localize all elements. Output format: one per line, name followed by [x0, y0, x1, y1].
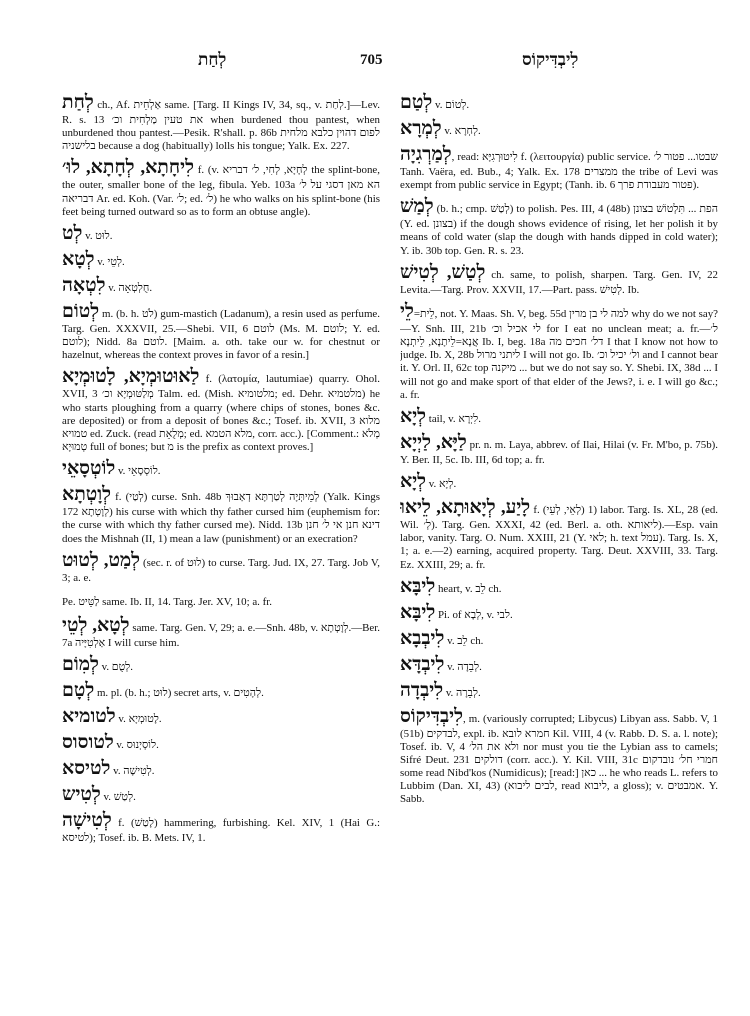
entry-headword: לַאוּטוּמְיָא, לָטוּמְיָא — [62, 366, 200, 388]
dictionary-entry — [400, 680, 718, 702]
entry-headword: לִטְאָה — [62, 274, 106, 296]
entry-definition: heart, v. לֵב ch. — [435, 582, 502, 595]
dictionary-entry — [400, 301, 718, 402]
entry-headword: לִיבְדָּא — [400, 653, 445, 675]
entry-headword: לְמִוֹם — [62, 653, 99, 675]
entry-headword: לִיבְדָה — [400, 679, 444, 701]
dictionary-entry — [62, 550, 380, 585]
dictionary-entry — [62, 784, 380, 806]
entry-headword: לטומיא — [62, 705, 116, 727]
entry-definition: v. לוּט. — [82, 229, 113, 242]
entry-definition: m. pl. (b. h.; לוּט) secret arts, v. לְהָטִים. — [94, 686, 264, 699]
dictionary-entry — [400, 654, 718, 676]
entry-definition: , m. (variously corrupted; Libycus) Libyan ass. Sabb. V, 1 (51b) לבדקים, expl. ib. חמרא לובא Kil. VIII, 4 (v. Rabb. D. S. a. l. note); Tosef. ib. V, 4 ולא את הל׳ nor must you tie the Lybian ass to camels; Sifré Deut. 231 דולקים (corr. acc.). Y. Kil. VIII, 31c חמרי חל׳ נובדקום some read Nibd'kos (Numidicus); [read:] כאן ... he who reads L. refers to Lubbim (Dan. XI, 43) (לבים ליבוא, read ליבוא, a gloss); v. אמבטים. Y. Sabb. — [400, 712, 718, 806]
entry-definition: v. חֻלְטְאָה. — [105, 281, 153, 294]
entry-headword: לְטַם — [400, 92, 433, 113]
entry-headword: לִיבָּא — [400, 575, 436, 597]
dictionary-entry — [62, 484, 380, 545]
dictionary-entry — [400, 471, 718, 493]
dictionary-entry — [400, 602, 718, 624]
entry-headword: לְטִישָׁה — [62, 809, 112, 831]
entry-headword: לְמַשׁ — [400, 196, 434, 218]
entry-headword: לְט — [62, 222, 83, 244]
entry-definition: m. (b. h. לֹט) gum-mastich (Ladanum), a resin used as perfume. Targ. Gen. XXXVII, 25.—Shebi. VII, 6 לוטם (Ms. M. לוטם; Y. ed. לוטם); Nidd. 8a לוטם. [Maim. a. oth. take our w. for chestnut or hazelnut, whereas the context proves in favor of a resin.] — [62, 307, 380, 362]
dictionary-entry — [400, 576, 718, 598]
entry-headword: לַיָּא, לַיְיָא — [400, 431, 467, 453]
entry-definition: v. לְטֵי. — [94, 255, 125, 268]
right-column — [400, 92, 718, 1012]
dictionary-entry — [62, 249, 380, 271]
entry-headword: לִיבְדִּיקוֹס — [400, 705, 463, 727]
dictionary-entry — [62, 157, 380, 218]
dictionary-entry — [400, 406, 718, 428]
entry-headword: לְוָטְתָא — [62, 484, 112, 506]
entry-definition: tail, v. לִיְרָא. — [426, 412, 481, 425]
dictionary-entry — [62, 732, 380, 754]
running-head-right: לִיבְדִּיקוֹס — [522, 50, 579, 69]
entry-headword: לִיבָּא — [400, 601, 436, 623]
entry-definition: f. (v. לְחָיָא, לְחִי, ל׳ דבריא the splint-bone, the outer, smaller bone of the leg, fibula. Yeb. 103a הא מאן דסגי על ל׳ דבריאה Ar. ed. Koh. (Var. ל׳; ed. ל׳) he who walks on his splint-bone (his feet being turned outward so as to form an obtuse angle). — [62, 164, 380, 218]
entry-definition: (b. h.; cmp. לְטַשׁ) to polish. Pes. III, 4 (48b) הפת ... תִּלְטוֹשׁ בצונן (Y. ed. בצונן) if the dough shows evidence of rising, let her polish it by means of cold water (slap the dough with hands dipped in cold water); Y. ib. 30b top. Gen. R. s. 23. — [400, 203, 718, 257]
entry-headword: לְטָם — [62, 679, 95, 701]
page-number: 705 — [360, 52, 383, 68]
entry-definition: (sec. r. of לוּט) to curse. Targ. Jud. IX, 27. Targ. Job V, 3; a. e. — [62, 556, 380, 584]
entry-definition: v. לְטַשׁ. — [100, 790, 136, 803]
entry-headword: לטוסוס — [62, 731, 114, 753]
entry-headword: לְטוֹם — [62, 300, 100, 322]
entry-headword: לְטִיש — [62, 783, 101, 805]
entry-definition: v. לוֹסְיְנוּס. — [113, 738, 159, 751]
entry-definition: , read: לִיטוּרְגִיָּא f. (λειτουργία) public service. שבטו... פטור ל׳ Tanh. Vaëra, ed. Bub., 4; Yalk. Ex. 178 ממצרים the tribe of Levi was exempt from public service in Egypt; (Tanh. ib. 6 פטור מעבודת פרך). — [400, 151, 718, 192]
dictionary-entry — [62, 810, 380, 845]
left-column — [62, 92, 380, 1012]
entry-definition: f. (לְטַי) curse. Snh. 48b לְמֵיתְּיָה לְטַרְתָּא דְאַבוּךְ (Yalk. Kings 172 לְוָטְתָא) his curse with which thy father cursed him (euphemism for: the curse with which thy father cursed me). Nidd. 13b דינא חנן אי ל׳ חנן does the Mishnah (II, 1) mean a law (punishment) or an execration? — [62, 491, 380, 545]
dictionary-entry — [62, 706, 380, 728]
dictionary-entry — [400, 706, 718, 807]
entry-headword: לְמְרָא — [400, 118, 442, 139]
dictionary-entry — [400, 262, 718, 297]
entry-definition: v. לְטֻם. — [98, 660, 133, 673]
dictionary-entry — [62, 366, 380, 454]
entry-headword: לְיָא — [400, 471, 427, 493]
entry-definition: v. לוֹסְסָאֵי. — [115, 465, 161, 478]
dictionary-entry — [400, 92, 718, 114]
entry-headword: לטיסא — [62, 757, 111, 779]
entry-headword: לְמַרְגִיָה — [400, 144, 452, 165]
dictionary-entry — [400, 118, 718, 140]
entry-definition: f. (לָטַשׁ) hammering, furbishing. Kel. XIV, 1 (Hai G.: לטיסא); Tosef. ib. B. Mets. IV, 1. — [62, 816, 380, 844]
entry-headword: לְטָא, לְטֵי — [62, 614, 130, 636]
dictionary-entry — [62, 680, 380, 702]
entry-definition: ch., Af. אַלְחֵית same. [Targ. II Kings IV, 34, sq., v. לְחַת.]—Lev. R. s. 13 את טעין מַלְחִית וכ׳ when burdened thou pantest, when unburdened thou pantest.—Pesik. R'shall. p. 86b לפום דהוין כלבא מלחית בלישניה because a dog (habitually) lolls his tongue; Yalk. Ex. 227. — [62, 99, 380, 153]
entry-definition: v. לְטִישָׁה. — [110, 764, 155, 777]
entry-definition: Pe. לַטֵּיט same. Ib. II, 14. Targ. Jer. XV, 10; a. fr. — [62, 595, 273, 608]
entry-headword: לְטַשׁ, לְטִישׁ — [400, 261, 486, 283]
entry-definition: f. (λατομία, lautumiae) quarry. Ohol. XVII, 3 מְלַטּוּמְיָא וכ׳ Talm. ed. (Mish. מלטומיא; ed. Dehr. מלטמיא) he who starts ploughing from a quarry (where chips of stones, bones &c. are deposited) or from a deposit of bones &c.; Tosef. ib. XVII, 3 מלוא טמויא ed. Zuck. (read מְלֻאֵת; ed. מלא הטמא, corr. acc.). [Comment.: מְלֹא טְמוּיָא full of bones; but מ is the prefix as context proves.] — [62, 373, 380, 454]
entry-headword: לִיחָתָא, לְחָתָא, לוּ׳ — [62, 157, 194, 179]
entry-definition: v. לֵב ch. — [444, 634, 484, 647]
entry-headword: לְטָא — [62, 248, 95, 270]
entry-definition: v. לְבֵדָה. — [444, 660, 482, 673]
entry-definition: same. Targ. Gen. V, 29; a. e.—Snh. 48b, v. לְוָטְתָא.—Ber. 7a אַלְטִיָּיה I will curse him. — [62, 621, 380, 649]
dictionary-entry — [400, 628, 718, 650]
running-head-left: לְחַת — [198, 50, 227, 69]
dictionary-entry — [400, 144, 718, 192]
dictionary-entry — [62, 758, 380, 780]
entry-definition: f. (לְאֵי, לְעֵי) 1) labor. Targ. Is. XL, 28 (ed. Wil. לְ׳). Targ. Gen. XXXI, 42 (ed. Berl. a. oth. ליאותא).—Esp. vain labor, vanity. Targ. O. Num. XXIII, 21 (Y. לאי; h. text עמל). Targ. Is. X, 1; a. e.—2) earning, acquired property. Targ. Deut. XXVIII, 33. Targ. Ez. XXIII, 29; a. fr. — [400, 504, 718, 571]
dictionary-entry — [62, 223, 380, 245]
entry-definition: v. לָטוּמְיָא. — [115, 712, 162, 725]
entry-headword: לְיָא — [400, 405, 427, 427]
dictionary-entry — [62, 92, 380, 153]
dictionary-entry — [400, 196, 718, 257]
entry-definition: Pi. of לְבָא, v. לבי. — [435, 608, 513, 621]
dictionary-entry — [62, 615, 380, 650]
entry-definition: pr. n. m. Laya, abbrev. of Ilai, Hilai (v. Fr. M'bo, p. 75b). Y. Ber. II, 5c. Ib. III, 6d top; a. fr. — [400, 438, 718, 466]
dictionary-entry — [62, 275, 380, 297]
entry-headword: לוֹטְסָאֵי — [62, 458, 116, 480]
entry-definition: v. לְטוֹם. — [432, 99, 470, 111]
entry-definition: v. לְבֵרָה. — [443, 686, 481, 699]
entry-headword: לְמַט, לְטוּט — [62, 549, 141, 571]
dictionary-entry — [62, 589, 380, 611]
dictionary-entry — [62, 301, 380, 362]
entry-headword: לְחַת — [62, 92, 94, 113]
entry-headword: לֵי — [400, 300, 414, 322]
entry-definition: =לֵית, not. Y. Maas. Sh. V, beg. 55d למה לי בן מרין why do we not say?—Y. Snh. III, 21b לי אכיל וכ׳ for I eat no unclean meat; a. fr.—ל׳ אֲנָא=לֵיתָנָא, לֵיתְנָא Ib. I, beg. 18a דל׳ חכים מה I that I know not how to judge. Ib. X, 28b ליתני מרול I will not go. Ib. ול׳ יכיל וכ׳ and I cannot bear it. Y. Orl. II, 62c top מיקנה ... but we do not say so. Y. Shebi. IX, 38d ... I will not go and make sport of that elder of the Jews?, i. e. I will go &c.; a. fr. — [400, 307, 718, 401]
entry-headword: לִיבְבָא — [400, 627, 445, 649]
entry-definition: v. לְחְרָא. — [441, 125, 481, 137]
dictionary-entry — [62, 654, 380, 676]
dictionary-entry — [400, 497, 718, 572]
entry-headword: לָיַע, לְיָאוּתָא, לֵיאוּ — [400, 497, 531, 519]
dictionary-entry — [62, 458, 380, 480]
entry-definition: v. לְיָא. — [426, 478, 457, 491]
dictionary-entry — [400, 432, 718, 467]
entry-definition: ch. same, to polish, sharpen. Targ. Gen. IV, 22 Levita.—Targ. Prov. XXVII, 17.—Part. pass. לְטִישׁ. Ib. — [400, 268, 718, 296]
